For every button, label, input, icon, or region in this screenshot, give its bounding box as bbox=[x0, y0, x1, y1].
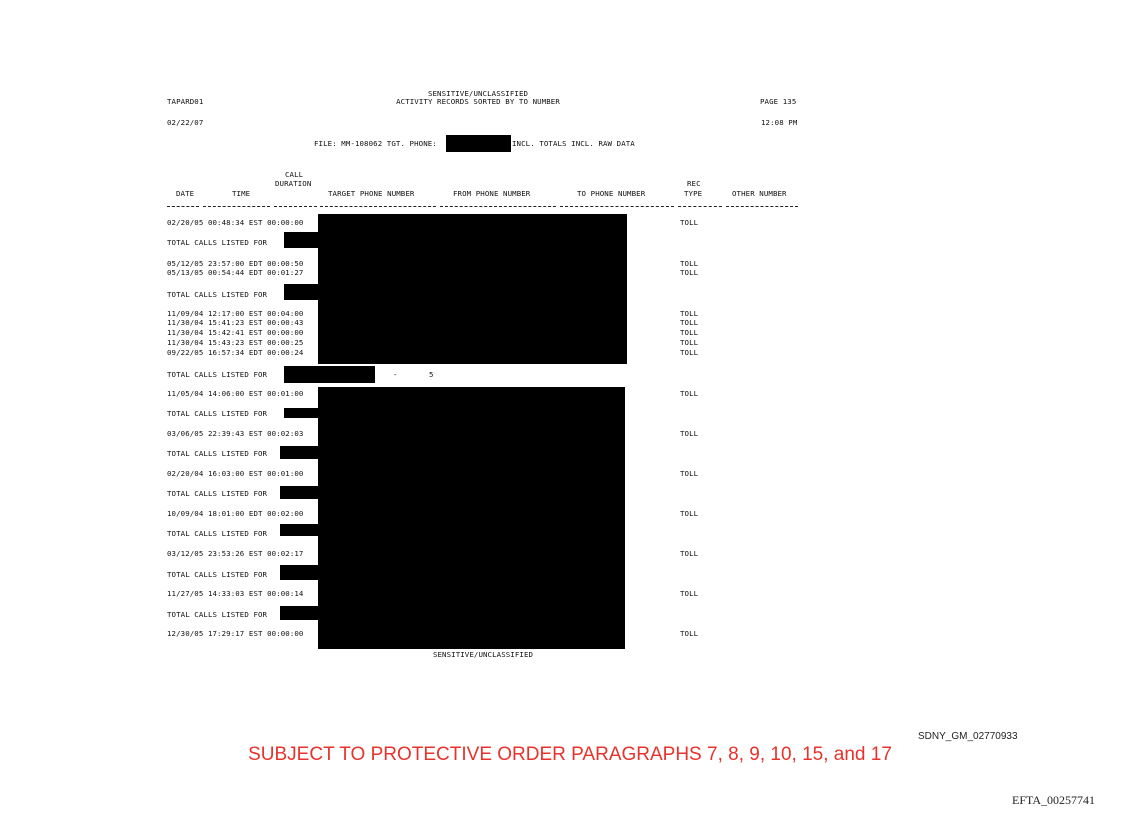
header-rule bbox=[678, 206, 722, 207]
file-suffix: INCL. TOTALS INCL. RAW DATA bbox=[512, 139, 635, 148]
call-record-row: 02/20/04 16:03:00 EST 00:01:00 bbox=[167, 469, 304, 478]
report-title: ACTIVITY RECORDS SORTED BY TO NUMBER bbox=[396, 97, 560, 106]
rec-type: TOLL bbox=[680, 259, 699, 268]
redaction-box bbox=[446, 135, 511, 152]
col-other: OTHER NUMBER bbox=[732, 189, 787, 198]
total-calls-row: TOTAL CALLS LISTED FOR bbox=[167, 370, 268, 379]
total-calls-row: TOTAL CALLS LISTED FOR bbox=[167, 238, 268, 247]
efta-number: EFTA_00257741 bbox=[1012, 793, 1096, 807]
rec-type: TOLL bbox=[680, 629, 699, 638]
col-type: TYPE bbox=[684, 189, 703, 198]
redaction-box bbox=[280, 524, 320, 536]
report-date: 02/22/07 bbox=[167, 118, 204, 127]
footer-classification: SENSITIVE/UNCLASSIFIED bbox=[432, 650, 534, 659]
col-duration: DURATION bbox=[275, 179, 312, 188]
call-record-row: 02/20/05 00:48:34 EST 00:00:00 bbox=[167, 218, 304, 227]
rec-type: TOLL bbox=[680, 589, 699, 598]
header-rule bbox=[167, 206, 199, 207]
col-time: TIME bbox=[232, 189, 251, 198]
rec-type: TOLL bbox=[680, 309, 699, 318]
call-record-row: 11/27/05 14:33:03 EST 00:00:14 bbox=[167, 589, 304, 598]
call-record-row: 05/13/05 00:54:44 EDT 00:01:27 bbox=[167, 268, 304, 277]
header-rule bbox=[320, 206, 436, 207]
header-rule bbox=[274, 206, 317, 207]
col-to: TO PHONE NUMBER bbox=[577, 189, 646, 198]
call-record-row: 10/09/04 18:01:00 EDT 00:02:00 bbox=[167, 509, 304, 518]
rec-type: TOLL bbox=[680, 509, 699, 518]
redaction-box bbox=[280, 486, 320, 499]
total-count: 5 bbox=[429, 370, 434, 379]
call-record-row: 11/05/04 14:06:00 EST 00:01:00 bbox=[167, 389, 304, 398]
redaction-box bbox=[284, 366, 375, 383]
call-record-row: 12/30/05 17:29:17 EST 00:00:00 bbox=[167, 629, 304, 638]
rec-type: TOLL bbox=[680, 469, 699, 478]
redaction-box bbox=[280, 606, 320, 620]
total-calls-row: TOTAL CALLS LISTED FOR bbox=[167, 570, 268, 579]
call-record-row: 11/30/04 15:41:23 EST 00:00:43 bbox=[167, 318, 304, 327]
file-label: FILE: MM-108062 TGT. PHONE: bbox=[314, 139, 437, 148]
page-number: PAGE 135 bbox=[760, 97, 797, 106]
total-separator: - bbox=[393, 370, 398, 379]
rec-type: TOLL bbox=[680, 429, 699, 438]
rec-type: TOLL bbox=[680, 549, 699, 558]
col-from: FROM PHONE NUMBER bbox=[453, 189, 531, 198]
header-rule bbox=[726, 206, 798, 207]
call-record-row: 09/22/05 16:57:34 EDT 00:00:24 bbox=[167, 348, 304, 357]
rec-type: TOLL bbox=[680, 268, 699, 277]
total-calls-row: TOTAL CALLS LISTED FOR bbox=[167, 489, 268, 498]
redaction-box bbox=[284, 232, 320, 248]
rec-type: TOLL bbox=[680, 389, 699, 398]
report-code: TAPARD01 bbox=[167, 97, 204, 106]
rec-type: TOLL bbox=[680, 328, 699, 337]
call-record-row: 11/30/04 15:42:41 EST 00:00:00 bbox=[167, 328, 304, 337]
call-record-row: 11/09/04 12:17:00 EST 00:04:00 bbox=[167, 309, 304, 318]
total-calls-row: TOTAL CALLS LISTED FOR bbox=[167, 529, 268, 538]
col-rec: REC bbox=[687, 179, 701, 188]
redaction-box bbox=[284, 284, 320, 300]
rec-type: TOLL bbox=[680, 318, 699, 327]
redaction-box bbox=[318, 214, 627, 364]
redaction-box bbox=[280, 446, 320, 459]
protective-order-notice: SUBJECT TO PROTECTIVE ORDER PARAGRAPHS 7, 8, 9, 10, 15, and 17 bbox=[248, 744, 892, 765]
header-classification: SENSITIVE/UNCLASSIFIED bbox=[427, 89, 529, 98]
header-rule bbox=[203, 206, 270, 207]
call-record-row: 03/06/05 22:39:43 EST 00:02:03 bbox=[167, 429, 304, 438]
total-calls-row: TOTAL CALLS LISTED FOR bbox=[167, 290, 268, 299]
redaction-box bbox=[284, 408, 320, 418]
rec-type: TOLL bbox=[680, 348, 699, 357]
bates-number: SDNY_GM_02770933 bbox=[918, 731, 1018, 742]
total-calls-row: TOTAL CALLS LISTED FOR bbox=[167, 449, 268, 458]
col-target: TARGET PHONE NUMBER bbox=[328, 189, 415, 198]
rec-type: TOLL bbox=[680, 338, 699, 347]
rec-type: TOLL bbox=[680, 218, 699, 227]
total-calls-row: TOTAL CALLS LISTED FOR bbox=[167, 610, 268, 619]
call-record-row: 05/12/05 23:57:00 EDT 00:00:50 bbox=[167, 259, 304, 268]
call-record-row: 03/12/05 23:53:26 EST 00:02:17 bbox=[167, 549, 304, 558]
call-record-row: 11/30/04 15:43:23 EST 00:00:25 bbox=[167, 338, 304, 347]
col-call: CALL bbox=[285, 170, 304, 179]
total-calls-row: TOTAL CALLS LISTED FOR bbox=[167, 409, 268, 418]
header-rule bbox=[560, 206, 674, 207]
redaction-box bbox=[280, 565, 320, 580]
redaction-box bbox=[318, 387, 625, 649]
header-rule bbox=[440, 206, 556, 207]
col-date: DATE bbox=[176, 189, 195, 198]
report-time: 12:08 PM bbox=[761, 118, 798, 127]
